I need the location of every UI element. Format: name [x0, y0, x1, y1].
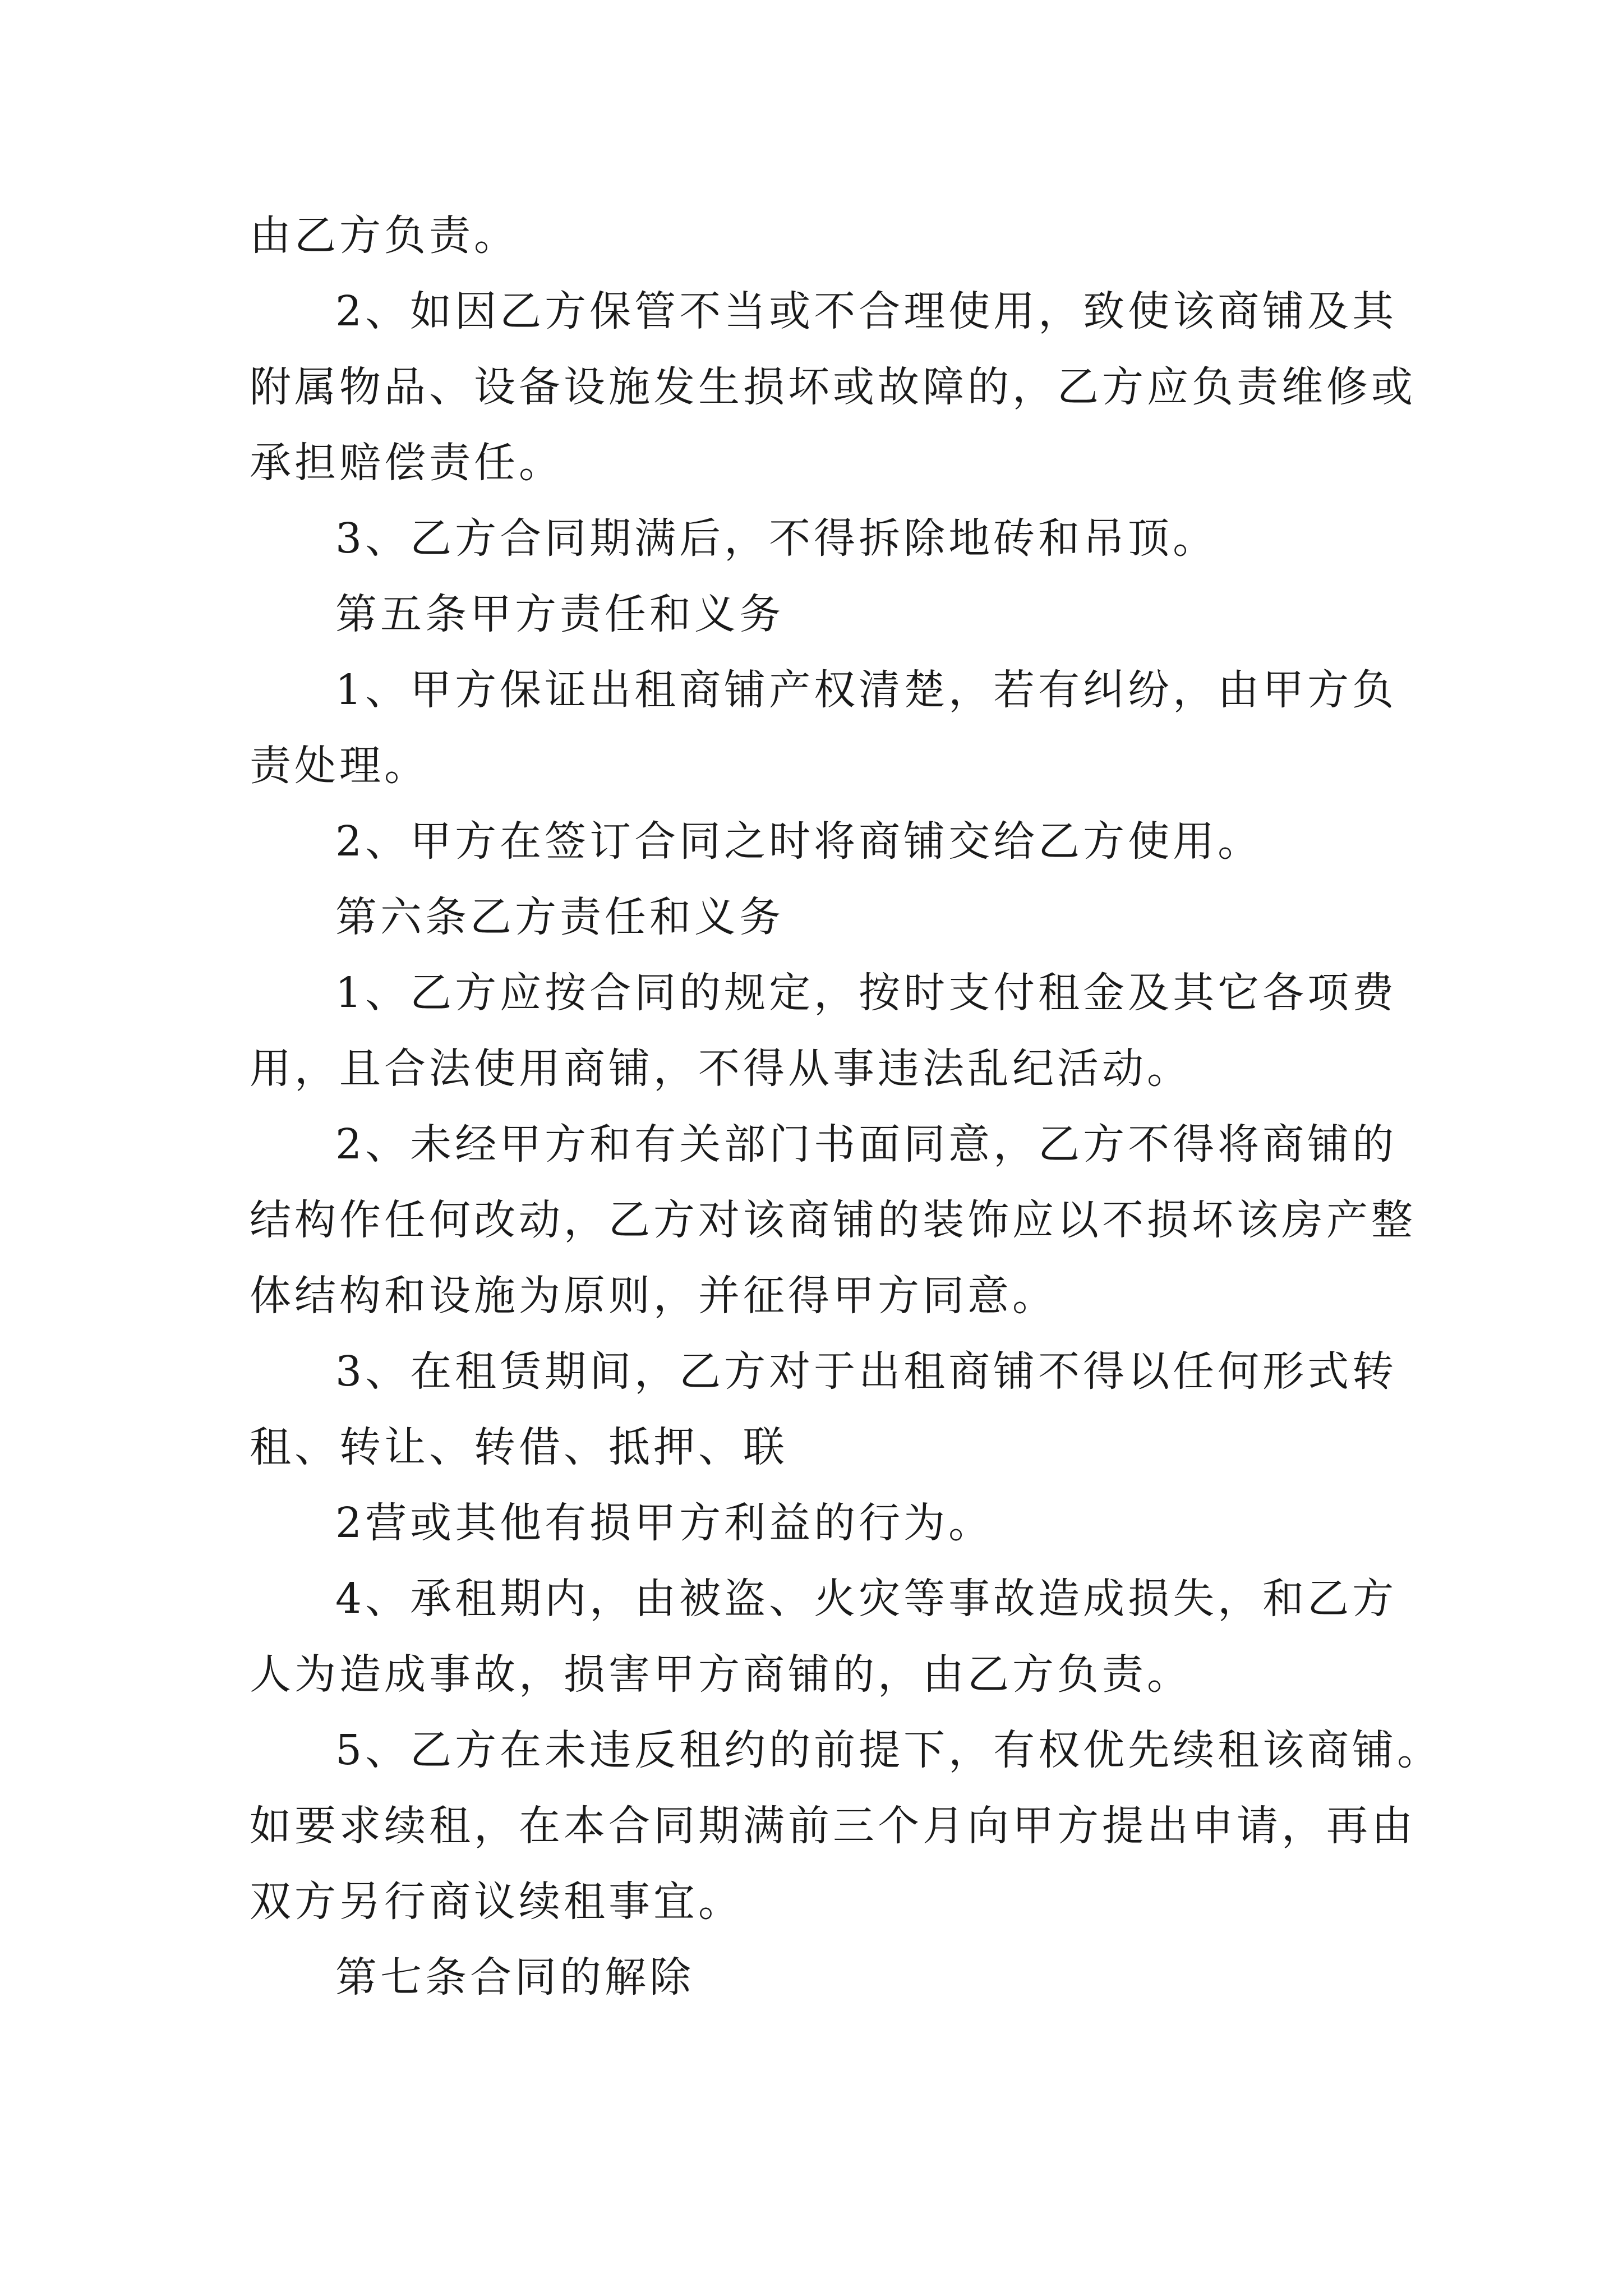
section-heading-5: 第五条甲方责任和义务: [335, 590, 784, 638]
text-line-21: 5、乙方在未违反租约的前提下，有权优先续租该商铺。: [335, 1726, 1442, 1774]
text-line-4: 承担赔偿责任。: [250, 439, 564, 487]
text-line-8: 责处理。: [250, 742, 429, 790]
text-line-2: 2、如因乙方保管不当或不合理使用，致使该商铺及其: [335, 287, 1398, 335]
text-line-5: 3、乙方合同期满后，不得拆除地砖和吊顶。: [335, 514, 1218, 563]
text-line-9: 2、甲方在签订合同之时将商铺交给乙方使用。: [335, 817, 1263, 866]
text-line-7: 1、甲方保证出租商铺产权清楚，若有纠纷，由甲方负: [335, 666, 1398, 714]
text-line-12: 用，且合法使用商铺，不得从事违法乱纪活动。: [250, 1045, 1192, 1093]
text-line-19: 4、承租期内，由被盗、火灾等事故造成损失，和乙方: [335, 1575, 1398, 1623]
text-line-16: 3、在租赁期间，乙方对于出租商铺不得以任何形式转: [335, 1347, 1398, 1396]
text-line-1: 由乙方负责。: [250, 211, 519, 260]
section-heading-7: 第七条合同的解除: [335, 1953, 694, 2001]
text-line-15: 体结构和设施为原则，并征得甲方同意。: [250, 1272, 1057, 1320]
text-line-13: 2、未经甲方和有关部门书面同意，乙方不得将商铺的: [335, 1120, 1398, 1168]
text-line-3: 附属物品、设备设施发生损坏或故障的，乙方应负责维修或: [250, 363, 1416, 411]
text-line-11: 1、乙方应按合同的规定，按时支付租金及其它各项费: [335, 969, 1398, 1017]
text-line-18: 2营或其他有损甲方利益的行为。: [335, 1499, 994, 1547]
text-line-22: 如要求续租，在本合同期满前三个月向甲方提出申请，再由: [250, 1802, 1416, 1850]
text-line-20: 人为造成事故，损害甲方商铺的，由乙方负责。: [250, 1650, 1192, 1699]
text-line-23: 双方另行商议续租事宜。: [250, 1878, 743, 1926]
text-line-17: 租、转让、转借、抵押、联: [250, 1423, 788, 1471]
section-heading-6: 第六条乙方责任和义务: [335, 893, 784, 941]
text-line-14: 结构作任何改动，乙方对该商铺的装饰应以不损坏该房产整: [250, 1196, 1416, 1244]
